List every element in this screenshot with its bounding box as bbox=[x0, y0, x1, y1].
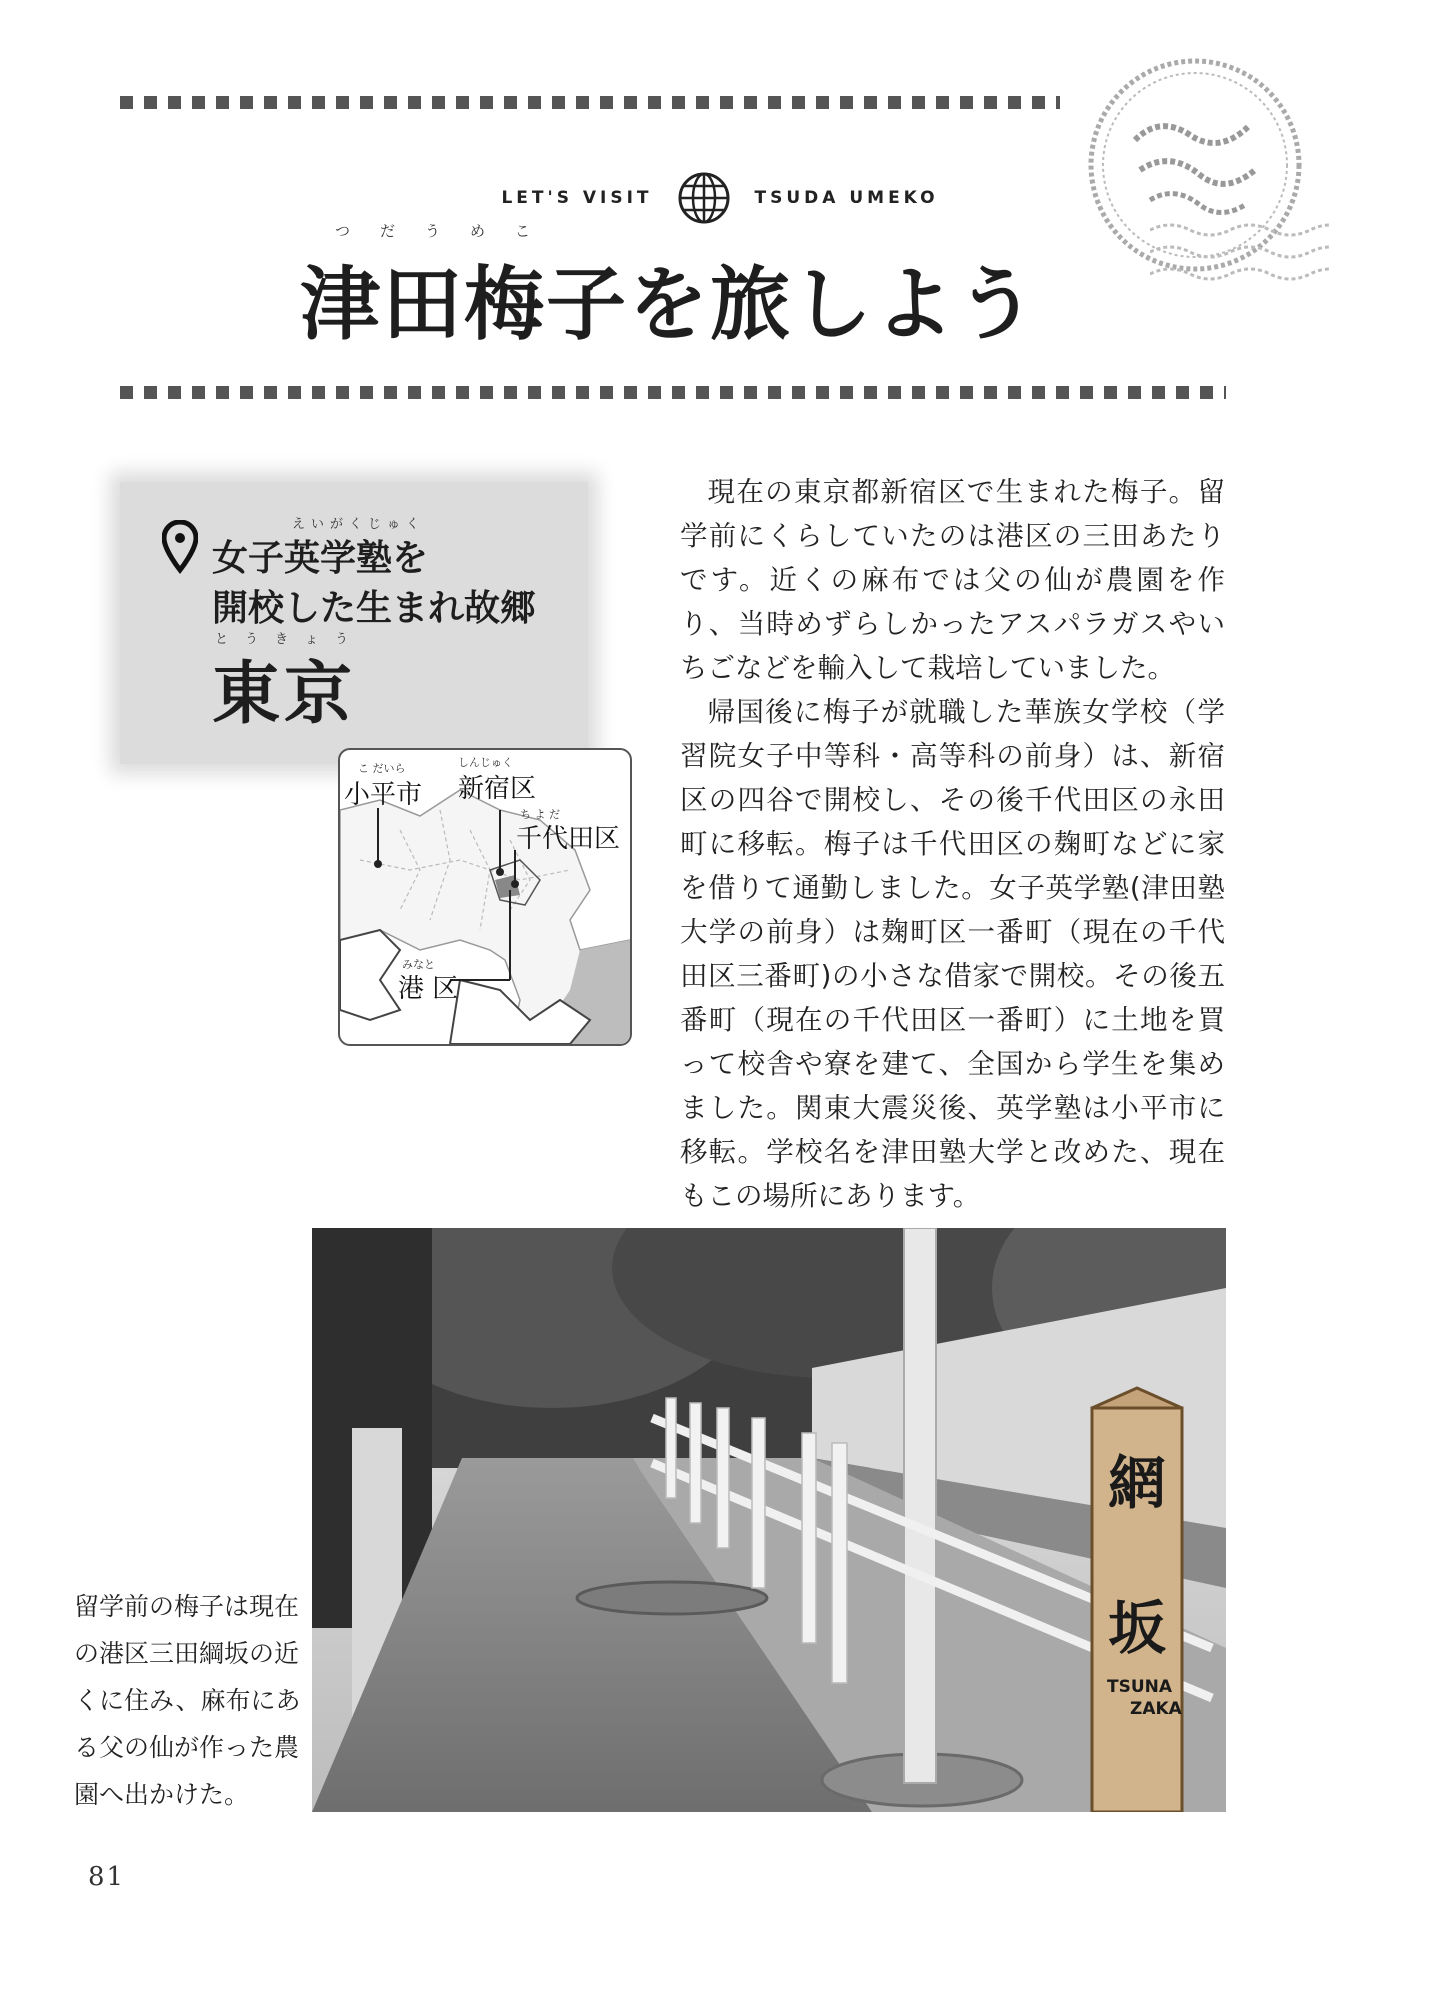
tokyo-map bbox=[338, 748, 632, 1046]
subtitle-line-2: 開校した生まれ故郷 bbox=[212, 588, 537, 629]
place-name: 東京 bbox=[212, 655, 357, 734]
page-title: 津田梅子を旅しよう bbox=[300, 258, 1038, 351]
map-ruby-minato: みなと bbox=[402, 958, 435, 971]
photo-drawing bbox=[312, 1228, 1226, 1812]
body-text bbox=[680, 470, 1225, 1218]
subtitle-ruby: えいがくじゅく bbox=[292, 517, 426, 532]
map-label-shinjuku: 新宿区 bbox=[458, 774, 537, 804]
subtitle-line-1: 女子英学塾を bbox=[212, 538, 429, 579]
map-label-minato: 港 区 bbox=[398, 974, 459, 1004]
page-number: 81 bbox=[88, 1862, 126, 1892]
bottom-dashed-rule bbox=[120, 386, 1226, 399]
map-label-chiyoda: 千代田区 bbox=[516, 824, 621, 854]
header-right-text: TSUDA UMEKO bbox=[754, 188, 939, 208]
map-ruby-chiyoda: ち よ だ bbox=[520, 808, 560, 821]
tsunazaka-photo bbox=[312, 1228, 1226, 1812]
body-paragraph-2: 帰国後に梅子が就職した華族女学校（学習院女子中等科・高等科の前身）は、新宿区の四谷で開校し、その後千代田区の永田町に移転。梅子は千代田区の麹町などに家を借りて通勤しました。女子英学塾(津田塾大学の前身）は麹町区一番町（現在の千代田区三番町)の小さな借家で開校。その後五番町（現在の千代田区一番町）に土地を買って校舎や寮を建て、全国から学生を集めました。関東大震災後、英学塾は小平市に移転。学校名を津田塾大学と改めた、現在もこの場所にあります。 bbox=[680, 696, 1225, 1212]
globe-icon bbox=[677, 171, 731, 225]
body-paragraph-1: 現在の東京都新宿区で生まれた梅子。留学前にくらしていたのは港区の三田あたりです。近くの麻布では父の仙が農園を作り、当時めずらしかったアスパラガスやいちごなどを輸入して栽培していました。 bbox=[680, 476, 1225, 684]
map-ruby-kodaira: こ だいら bbox=[358, 762, 406, 775]
top-dashed-rule bbox=[120, 96, 1060, 109]
photo-caption: 留学前の梅子は現在の港区三田綱坂の近くに住み、麻布にある父の仙が作った農園へ出かけた。 bbox=[74, 1592, 301, 1809]
sign-roman-1: TSUNA bbox=[1107, 1677, 1173, 1697]
place-ruby: と う き ょ う bbox=[215, 632, 351, 647]
map-ruby-shinjuku: しんじゅく bbox=[458, 756, 513, 769]
map-pin-icon bbox=[162, 520, 198, 574]
sign-kanji-1: 網 bbox=[1107, 1449, 1167, 1517]
sign-kanji-2: 坂 bbox=[1107, 1594, 1167, 1662]
sign-roman-2: ZAKA bbox=[1130, 1699, 1182, 1719]
header-line bbox=[420, 178, 1020, 218]
title-ruby: つ だ う め こ bbox=[335, 222, 531, 240]
postmark-wave-lines bbox=[1150, 210, 1330, 300]
header-left-text: LET'S VISIT bbox=[501, 188, 653, 208]
map-label-kodaira: 小平市 bbox=[344, 780, 423, 810]
